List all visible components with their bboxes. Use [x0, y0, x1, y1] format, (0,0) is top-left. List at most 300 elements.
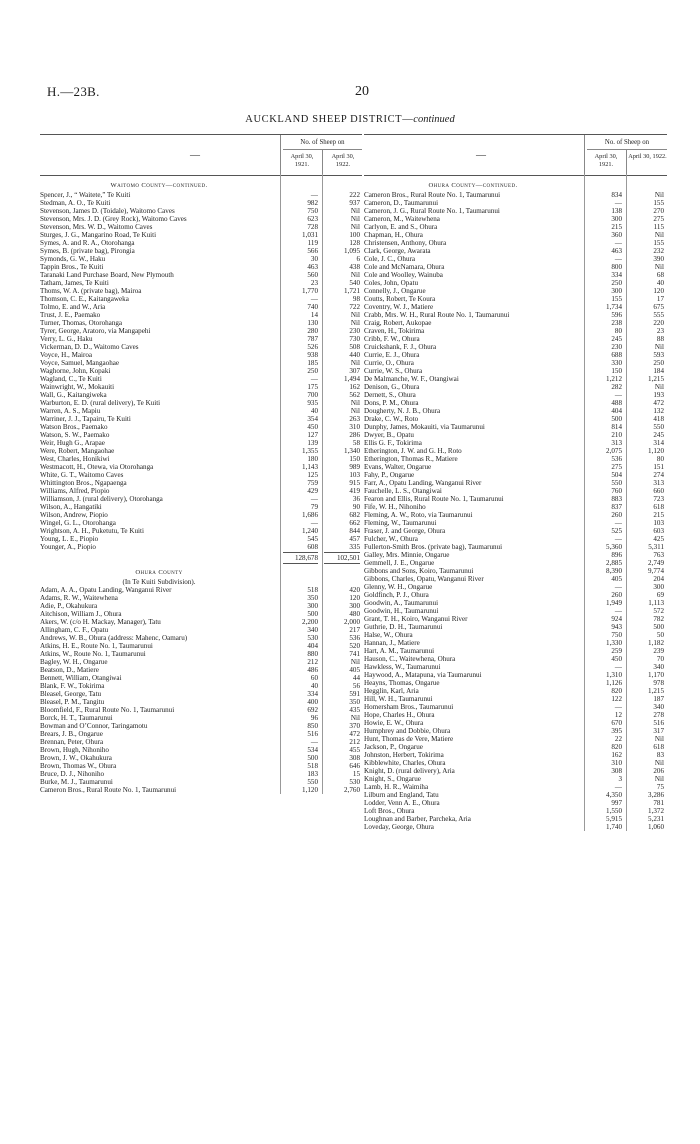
- sheep-1922: 103: [349, 471, 360, 479]
- table-row: [40, 714, 362, 722]
- table-row: [364, 815, 667, 823]
- sheep-1921: 518: [307, 762, 318, 770]
- sheep-count-header: No. of Sheep on: [283, 137, 362, 150]
- owner-name: Lilburn and England, Tatu: [364, 791, 439, 799]
- sheep-1922: 184: [653, 367, 664, 375]
- table-row: [40, 247, 362, 255]
- sheep-1921: —: [614, 239, 622, 247]
- table-row: [40, 303, 362, 311]
- sheep-1921: 560: [307, 271, 318, 279]
- sheep-1921: 330: [611, 359, 622, 367]
- sheep-1921: —: [614, 703, 622, 711]
- sheep-1921: 300: [611, 287, 622, 295]
- sheep-1921: 354: [307, 415, 318, 423]
- sheep-1922: 1,494: [344, 375, 360, 383]
- sheep-1921: 139: [307, 439, 318, 447]
- table-row: [40, 770, 362, 778]
- sheep-1922: 457: [349, 535, 360, 543]
- sheep-1921: 1,240: [302, 527, 318, 535]
- sheep-1922: 100: [349, 231, 360, 239]
- owner-name: Haywood, A., Matapuna, via Taumarunui: [364, 671, 482, 679]
- table-row: [364, 591, 667, 599]
- owner-name: Burke, M. J., Taumarunui: [40, 778, 113, 786]
- sheep-1921: 1,120: [302, 786, 318, 794]
- sheep-1921: 750: [307, 207, 318, 215]
- sheep-1921: 566: [307, 247, 318, 255]
- sheep-1922: 722: [349, 303, 360, 311]
- sheep-1921: 545: [307, 535, 318, 543]
- sheep-1921: 8,390: [606, 567, 622, 575]
- owner-name: Kibblewhite, Charles, Ohura: [364, 759, 446, 767]
- sheep-1922: 1,060: [648, 823, 664, 831]
- table-row: [364, 559, 667, 567]
- table-row: [364, 479, 667, 487]
- owner-name: Cameron, D., Taumarunui: [364, 199, 439, 207]
- sheep-1921: 79: [310, 503, 318, 511]
- table-row: [40, 335, 362, 343]
- sheep-1922: 44: [352, 674, 360, 682]
- name-column-dash: —: [476, 150, 486, 161]
- sheep-1922: 317: [653, 727, 664, 735]
- sheep-1922: 618: [653, 743, 664, 751]
- sheep-1922: 1,215: [648, 687, 664, 695]
- sheep-1921: 80: [614, 327, 622, 335]
- page-title: [0, 114, 700, 125]
- owner-name: Cruickshank, F. J., Ohura: [364, 343, 437, 351]
- owner-name: Taranaki Land Purchase Board, New Plymouth: [40, 271, 174, 279]
- table-row: [40, 519, 362, 527]
- owner-name: Cameron, J. G., Rural Route No. 1, Taumarunui: [364, 207, 500, 215]
- sheep-1922: 340: [653, 663, 664, 671]
- sheep-1922: 314: [653, 439, 664, 447]
- table-row: [40, 487, 362, 495]
- right-table-header: [364, 134, 667, 176]
- page-number: 20: [355, 84, 369, 99]
- table-row: [40, 431, 362, 439]
- sheep-1922: 80: [656, 455, 664, 463]
- sheep-1922: 844: [349, 527, 360, 535]
- sheep-1922: Nil: [350, 359, 360, 367]
- sheep-1921: 760: [611, 487, 622, 495]
- sheep-1922: 50: [656, 631, 664, 639]
- owner-name: Connelly, J., Ongarue: [364, 287, 426, 295]
- table-row: [364, 511, 667, 519]
- owner-name: Denison, G., Ohura: [364, 383, 420, 391]
- owner-name: Cole and Woolley, Wainuba: [364, 271, 443, 279]
- table-row: [40, 215, 362, 223]
- owner-name: Hegglin, Karl, Aria: [364, 687, 419, 695]
- sheep-1922: 763: [653, 551, 664, 559]
- table-row: [364, 311, 667, 319]
- sheep-1921: —: [614, 583, 622, 591]
- table-row: [364, 807, 667, 815]
- sheep-1922: 550: [653, 423, 664, 431]
- owner-name: West, Charles, Honikiwi: [40, 455, 110, 463]
- owner-name: Hart, A. M., Taumarunui: [364, 647, 435, 655]
- sheep-1922: 75: [656, 783, 664, 791]
- owner-name: Dougherty, N. J. B., Ohura: [364, 407, 441, 415]
- table-row: [40, 383, 362, 391]
- table-row: [40, 199, 362, 207]
- owner-name: Lamb, H. R., Waimiha: [364, 783, 429, 791]
- table-row: [364, 439, 667, 447]
- table-row: [364, 711, 667, 719]
- sheep-1921: 463: [307, 263, 318, 271]
- sheep-1922: 1,113: [648, 599, 664, 607]
- sheep-1922: 646: [349, 762, 360, 770]
- owner-name: Stevenson, James D. (Toidale), Waitomo Caves: [40, 207, 175, 215]
- owner-name: Warriner, J. J., Tapairu, Te Kuiti: [40, 415, 131, 423]
- table-row: [40, 722, 362, 730]
- owner-name: Williamson, J. (rural delivery), Otorohanga: [40, 495, 163, 503]
- table-row: [364, 631, 667, 639]
- sheep-1922: 23: [656, 327, 664, 335]
- sheep-1921: 526: [307, 343, 318, 351]
- column-rule: [626, 174, 627, 831]
- owner-name: Symonds, G. W., Haku: [40, 255, 106, 263]
- sheep-1921: 814: [611, 423, 622, 431]
- sheep-1921: —: [310, 375, 318, 383]
- sheep-1922: 206: [653, 767, 664, 775]
- sheep-1922: Nil: [350, 271, 360, 279]
- table-row: [364, 431, 667, 439]
- owner-name: Bagley, W. H., Ongarue: [40, 658, 108, 666]
- sheep-1921: 183: [307, 770, 318, 778]
- table-row: [40, 503, 362, 511]
- column-rule: [280, 174, 281, 794]
- table-row: [40, 311, 362, 319]
- owner-name: Weir, Hugh G., Arapae: [40, 439, 105, 447]
- sheep-1922: 102,501: [324, 552, 360, 564]
- sheep-1922: 989: [349, 463, 360, 471]
- owner-name: Turner, Thomas, Otorohanga: [40, 319, 123, 327]
- owner-name: De Malmanche, W. F., Otangiwai: [364, 375, 459, 383]
- sheep-1921: 850: [307, 722, 318, 730]
- owner-name: Loft Bros., Ohura: [364, 807, 415, 815]
- sheep-1922: 17: [656, 295, 664, 303]
- sheep-1921: 3: [618, 775, 622, 783]
- owner-name: Coventry, W. J., Matiere: [364, 303, 434, 311]
- table-row: [364, 343, 667, 351]
- owner-name: Aitchison, William J., Ohura: [40, 610, 122, 618]
- table-row: [40, 399, 362, 407]
- table-row: [40, 295, 362, 303]
- table-row: [364, 215, 667, 223]
- table-row: [364, 455, 667, 463]
- sheep-1922: 204: [653, 575, 664, 583]
- table-row: [40, 439, 362, 447]
- owner-name: Bleasel, George, Tatu: [40, 690, 102, 698]
- sheep-1921: 834: [611, 191, 622, 199]
- owner-name: Brennan, Peter, Ohura: [40, 738, 104, 746]
- sheep-1922: 187: [653, 695, 664, 703]
- table-row: [364, 527, 667, 535]
- right-column: [364, 134, 667, 831]
- table-row: [40, 642, 362, 650]
- table-row: [364, 647, 667, 655]
- sheep-1921: —: [614, 199, 622, 207]
- sheep-1921: 692: [307, 706, 318, 714]
- table-row: [40, 351, 362, 359]
- sheep-1921: 22: [614, 735, 622, 743]
- table-row: [364, 383, 667, 391]
- table-row: [364, 759, 667, 767]
- sheep-1922: Nil: [654, 263, 664, 271]
- sheep-1922: 420: [349, 586, 360, 594]
- sheep-1921: 750: [611, 631, 622, 639]
- section-subheading: [40, 578, 362, 586]
- sheep-1922: 455: [349, 746, 360, 754]
- owner-name: Brown, Thomas W., Ohura: [40, 762, 117, 770]
- sheep-1922: 300: [653, 583, 664, 591]
- sheep-1922: 217: [349, 626, 360, 634]
- owner-name: Warren, A. S., Mapiu: [40, 407, 101, 415]
- table-row: [364, 687, 667, 695]
- sheep-1922: 618: [653, 503, 664, 511]
- table-row: [364, 495, 667, 503]
- sheep-1921: 395: [611, 727, 622, 735]
- sheep-1921: 310: [611, 759, 622, 767]
- sheep-1921: 175: [307, 383, 318, 391]
- table-row: [40, 423, 362, 431]
- sheep-1921: 820: [611, 743, 622, 751]
- sheep-1922: 274: [653, 471, 664, 479]
- owner-name: Lodder, Venn A. E., Ohura: [364, 799, 440, 807]
- owner-name: Fauchelle, L. S., Otangiwai: [364, 487, 442, 495]
- sheep-1922: 69: [656, 591, 664, 599]
- table-row: [364, 743, 667, 751]
- sheep-1921: —: [614, 519, 622, 527]
- sheep-1921: 1,734: [606, 303, 622, 311]
- sheep-1921: 404: [611, 407, 622, 415]
- owner-name: Fleming, W., Taumarunui: [364, 519, 437, 527]
- owner-name: Jackson, P., Ongarue: [364, 743, 423, 751]
- owner-name: Ellis G. F., Tokirima: [364, 439, 422, 447]
- table-row: [40, 271, 362, 279]
- left-table-header: [40, 134, 362, 176]
- table-row: [40, 495, 362, 503]
- table-row: [40, 706, 362, 714]
- table-row: [40, 455, 362, 463]
- sheep-1922: 472: [653, 399, 664, 407]
- table-row: [40, 754, 362, 762]
- owner-name: Fleming, A. W., Roto, via Taumarunui: [364, 511, 473, 519]
- owner-name: Coutts, Robert, Te Koura: [364, 295, 436, 303]
- sheep-1921: 5,915: [606, 815, 622, 823]
- table-row: [40, 447, 362, 455]
- sheep-1922: Nil: [350, 311, 360, 319]
- sheep-1922: 308: [349, 754, 360, 762]
- table-row: [364, 287, 667, 295]
- table-row: [40, 786, 362, 794]
- table-row: [364, 351, 667, 359]
- sheep-1921: 30: [310, 255, 318, 263]
- sheep-1921: 282: [611, 383, 622, 391]
- owner-name: Whittington Bros., Ngapaenga: [40, 479, 127, 487]
- sheep-1921: —: [310, 191, 318, 199]
- sheep-1922: 350: [349, 698, 360, 706]
- sheep-1922: 5,311: [648, 543, 664, 551]
- table-row: [364, 799, 667, 807]
- sheep-1922: 215: [653, 511, 664, 519]
- right-table-body: [364, 182, 667, 831]
- sheep-1922: 530: [349, 778, 360, 786]
- owner-name: Stevenson, Mrs. J. D. (Grey Rock), Waitomo Caves: [40, 215, 187, 223]
- owner-name: Atkins, W., Route No. 1, Taumarunui: [40, 650, 146, 658]
- sheep-1921: 300: [611, 215, 622, 223]
- sheep-1922: 212: [349, 738, 360, 746]
- owner-name: Knight, D. (rural delivery), Aria: [364, 767, 455, 775]
- sheep-1921: 334: [611, 271, 622, 279]
- sheep-1922: 335: [349, 543, 360, 551]
- sheep-1921: 40: [310, 407, 318, 415]
- header-divider: [626, 150, 627, 175]
- sheep-1921: 463: [611, 247, 622, 255]
- sheep-1921: 128,678: [283, 552, 318, 564]
- owner-name: Hill, W. H., Taumarunui: [364, 695, 433, 703]
- sheep-1922: 6: [356, 255, 360, 263]
- sheep-1922: 562: [349, 391, 360, 399]
- sheep-1921: —: [614, 663, 622, 671]
- table-row: [364, 447, 667, 455]
- owner-name: Stedman, A. O., Te Kuiti: [40, 199, 111, 207]
- table-row: [364, 327, 667, 335]
- table-row: [364, 823, 667, 831]
- owner-name: Hunt, Thomas de Vere, Matiere: [364, 735, 454, 743]
- sheep-1922: 555: [653, 311, 664, 319]
- table-row: [364, 695, 667, 703]
- sheep-1921: 670: [611, 719, 622, 727]
- table-row: [364, 615, 667, 623]
- table-row: [40, 375, 362, 383]
- table-row: [40, 479, 362, 487]
- sheep-1922: 1,340: [344, 447, 360, 455]
- sheep-1921: 429: [307, 487, 318, 495]
- sheep-1922: 2,749: [648, 559, 664, 567]
- owner-name: Gemmell, J. E., Ongarue: [364, 559, 435, 567]
- table-row: [40, 778, 362, 786]
- sheep-1922: 103: [653, 519, 664, 527]
- sheep-1921: —: [310, 738, 318, 746]
- owner-name: Currie, E. J., Ohura: [364, 351, 420, 359]
- column-rule: [322, 174, 323, 794]
- name-column-dash: —: [190, 150, 200, 161]
- table-row: [40, 231, 362, 239]
- sheep-1922: 98: [352, 295, 360, 303]
- table-row: [364, 703, 667, 711]
- header-divider: [584, 135, 585, 175]
- sheep-1921: 340: [307, 626, 318, 634]
- table-row: [364, 223, 667, 231]
- sheep-1922: Nil: [654, 759, 664, 767]
- table-row: [40, 279, 362, 287]
- sheep-1922: 1,721: [344, 287, 360, 295]
- sheep-1921: 837: [611, 503, 622, 511]
- sheep-1922: Nil: [350, 223, 360, 231]
- owner-name: Symes, B. (private bag), Pirongia: [40, 247, 135, 255]
- table-row: [364, 463, 667, 471]
- owner-name: Tatham, James, Te Kuiti: [40, 279, 109, 287]
- column-rule: [584, 174, 585, 831]
- owner-name: Hope, Charles H., Ohura: [364, 711, 435, 719]
- owner-name: Coles, John, Opatu: [364, 279, 418, 287]
- sheep-1921: —: [310, 519, 318, 527]
- sheep-1922: Nil: [654, 775, 664, 783]
- table-row: [364, 567, 667, 575]
- sheep-1922: Nil: [654, 343, 664, 351]
- owner-name: Fullerton-Smith Bros. (private bag), Taumarunui: [364, 543, 503, 551]
- owner-name: Andrews, W. B., Ohura (address: Mahenc, Oamaru): [40, 634, 188, 642]
- sheep-1921: 259: [611, 647, 622, 655]
- table-row: [40, 367, 362, 375]
- table-row: [40, 674, 362, 682]
- owner-name: Vickerman, D. D., Waitomo Caves: [40, 343, 139, 351]
- table-row: [364, 543, 667, 551]
- owner-name: Gibbons, Charles, Opatu, Wanganui River: [364, 575, 484, 583]
- sheep-1921: 787: [307, 335, 318, 343]
- table-row: [40, 730, 362, 738]
- sheep-1922: 270: [653, 207, 664, 215]
- sheep-1922: Nil: [350, 399, 360, 407]
- sheep-1921: 728: [307, 223, 318, 231]
- table-row: [40, 543, 362, 551]
- table-row: [364, 335, 667, 343]
- sheep-1921: 350: [307, 594, 318, 602]
- sheep-1922: 151: [653, 463, 664, 471]
- sheep-1922: 70: [656, 655, 664, 663]
- sheep-1921: 623: [307, 215, 318, 223]
- col-1922-header: April 30, 1922.: [628, 153, 667, 160]
- owner-name: Adam, A. A., Opatu Landing, Wanganui River: [40, 586, 172, 594]
- table-row: [40, 682, 362, 690]
- sheep-1921: 230: [611, 343, 622, 351]
- table-row: [40, 207, 362, 215]
- sheep-1922: 307: [349, 367, 360, 375]
- sheep-1921: 96: [310, 714, 318, 722]
- owner-name: Craig, Robert, Aukopae: [364, 319, 432, 327]
- sheep-1922: 1,215: [648, 375, 664, 383]
- sheep-1921: 525: [611, 527, 622, 535]
- owner-name: Symes, A. and R. A., Otorohanga: [40, 239, 135, 247]
- owner-name: Goldfinch, P. J., Ohura: [364, 591, 429, 599]
- owner-name: Howie, E. W., Ohura: [364, 719, 424, 727]
- owner-name: Verry, L. G., Haku: [40, 335, 93, 343]
- table-row: [364, 671, 667, 679]
- owner-name: Fearon and Ellis, Rural Route No. 1, Taumarunui: [364, 495, 504, 503]
- table-row: [40, 191, 362, 199]
- owner-name: Young, L. E., Piopio: [40, 535, 99, 543]
- table-row: [364, 719, 667, 727]
- sheep-1921: —: [614, 391, 622, 399]
- owner-name: Guthrie, D. H., Taumarunui: [364, 623, 443, 631]
- table-row: [364, 239, 667, 247]
- sheep-1922: 2,760: [344, 786, 360, 794]
- sheep-1921: 486: [307, 666, 318, 674]
- owner-name: Wagland, C., Te Kuiti: [40, 375, 102, 383]
- sheep-1922: 250: [653, 359, 664, 367]
- owner-name: Adie, P., Okahukura: [40, 602, 98, 610]
- owner-name: Wall, G., Kaitangiweka: [40, 391, 107, 399]
- sheep-1922: 1,182: [648, 639, 664, 647]
- owner-name: Gibbons and Sons, Koiro, Taumarunui: [364, 567, 474, 575]
- owner-name: Wilson, A., Hangatiki: [40, 503, 102, 511]
- owner-name: Trust, J. E., Paemako: [40, 311, 101, 319]
- owner-name: Crabb, Mrs. W. H., Rural Route No. 1, Taumarunui: [364, 311, 510, 319]
- sheep-1922: 435: [349, 706, 360, 714]
- owner-name: Evans, Walter, Ongarue: [364, 463, 432, 471]
- table-row: [364, 583, 667, 591]
- sheep-1921: 997: [611, 799, 622, 807]
